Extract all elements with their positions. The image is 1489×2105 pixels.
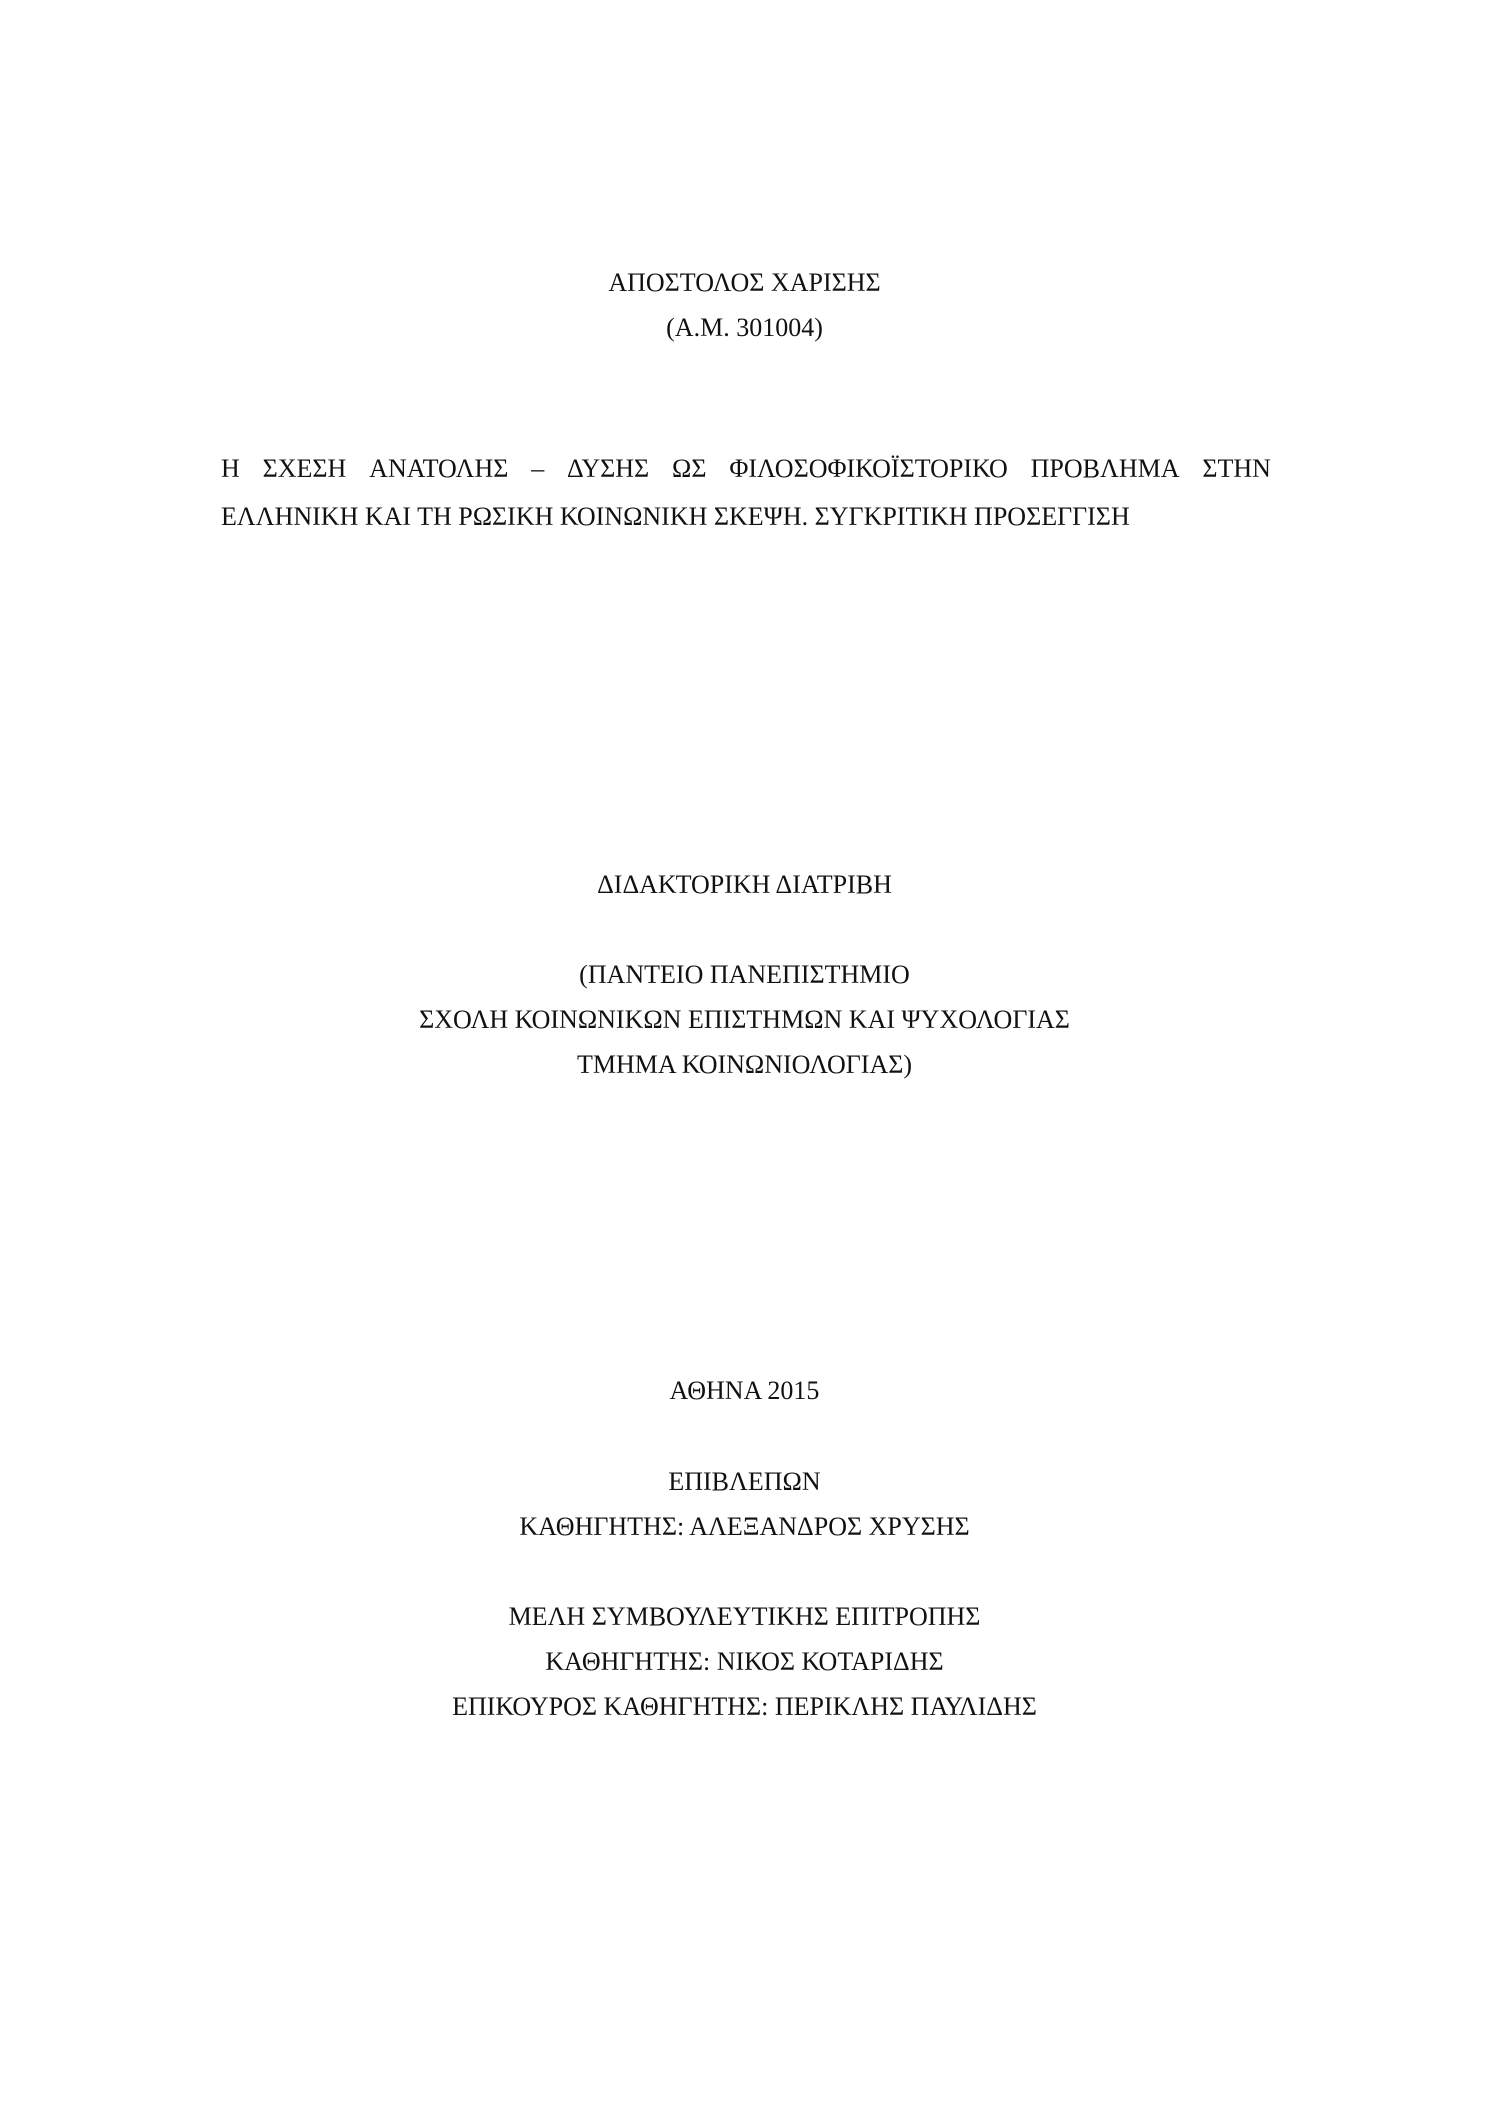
thesis-title bbox=[221, 452, 1271, 534]
thesis-title-line-2: ΕΛΛΗΝΙΚΗ ΚΑΙ ΤΗ ΡΩΣΙΚΗ ΚΟΙΝΩΝΙΚΗ ΣΚΕΨΗ. ΣΥΓΚΡΙΤΙΚΗ ΠΡΟΣΕΓΓΙΣΗ bbox=[221, 502, 1130, 531]
school-name: ΣΧΟΛΗ ΚΟΙΝΩΝΙΚΩΝ ΕΠΙΣΤΗΜΩΝ ΚΑΙ ΨΥΧΟΛΟΓΙΑΣ bbox=[419, 1005, 1070, 1034]
committee-member: ΚΑΘΗΓΗΤΗΣ: ΝΙΚΟΣ ΚΟΤΑΡΙΔΗΣ bbox=[545, 1647, 944, 1676]
place-year: ΑΘΗΝΑ 2015 bbox=[669, 1376, 820, 1405]
title-word: ΠΡΟΒΛΗΜΑ bbox=[1030, 454, 1180, 483]
author-name: ΑΠΟΣΤΟΛΟΣ ΧΑΡΙΣΗΣ bbox=[608, 268, 881, 297]
title-word: Η bbox=[221, 454, 240, 483]
title-word: ΣΤΗΝ bbox=[1202, 454, 1271, 483]
title-word: ΔΥΣΗΣ bbox=[567, 454, 650, 483]
title-word: ΣΧΕΣΗ bbox=[262, 454, 347, 483]
title-word: – bbox=[531, 454, 545, 483]
committee-member: ΕΠΙΚΟΥΡΟΣ ΚΑΘΗΓΗΤΗΣ: ΠΕΡΙΚΛΗΣ ΠΑΥΛΙΔΗΣ bbox=[452, 1692, 1037, 1721]
title-word: ΦΙΛΟΣΟΦΙΚΟΪΣΤΟΡΙΚΟ bbox=[729, 454, 1008, 483]
title-word: ΑΝΑΤΟΛΗΣ bbox=[369, 454, 509, 483]
title-word: ΩΣ bbox=[672, 454, 707, 483]
department-name: ΤΜΗΜΑ ΚΟΙΝΩΝΙΟΛΟΓΙΑΣ) bbox=[576, 1050, 913, 1079]
supervisor-heading: ΕΠΙΒΛΕΠΩΝ bbox=[668, 1467, 821, 1496]
university-name: (ΠΑΝΤΕΙΟ ΠΑΝΕΠΙΣΤΗΜΙΟ bbox=[579, 960, 910, 989]
committee-heading: ΜΕΛΗ ΣΥΜΒΟΥΛΕΥΤΙΚΗΣ ΕΠΙΤΡΟΠΗΣ bbox=[508, 1602, 981, 1631]
supervisor-name: ΚΑΘΗΓΗΤΗΣ: ΑΛΕΞΑΝΔΡΟΣ ΧΡΥΣΗΣ bbox=[519, 1512, 970, 1541]
registration-number: (Α.Μ. 301004) bbox=[666, 313, 823, 342]
thesis-type: ΔΙΔΑΚΤΟΡΙΚΗ ΔΙΑΤΡΙΒΗ bbox=[597, 870, 892, 899]
thesis-title-line-1 bbox=[221, 452, 1271, 486]
